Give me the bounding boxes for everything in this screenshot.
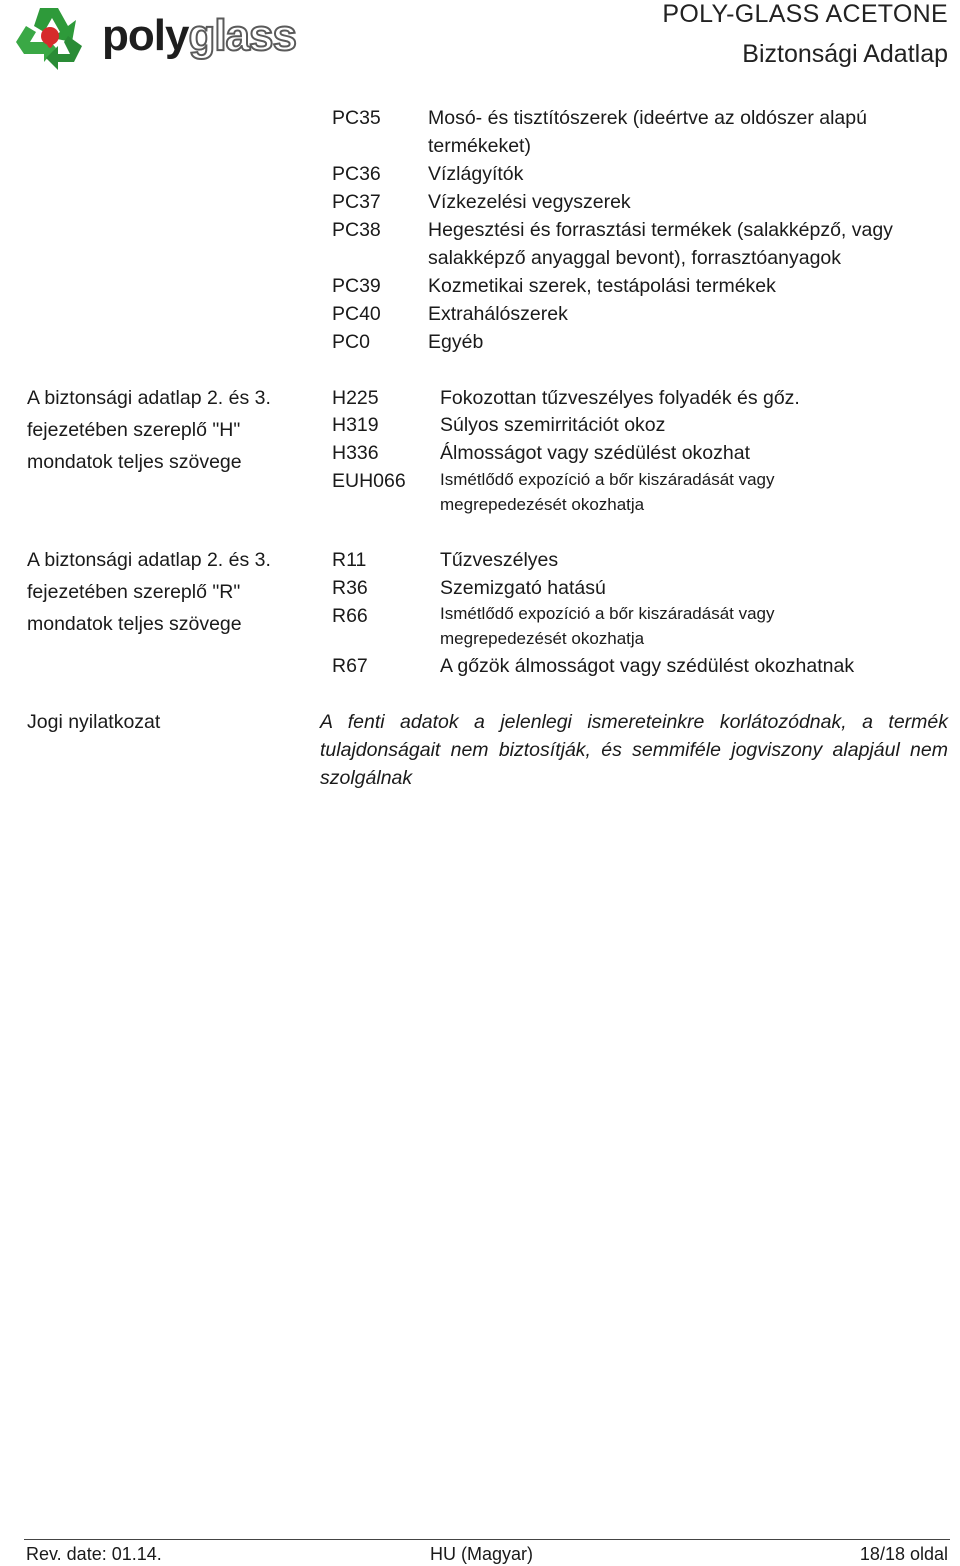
h-code: H336	[332, 442, 379, 464]
pc-text: Vízlágyítók	[428, 163, 524, 185]
pc-text: Kozmetikai szerek, testápolási termékek	[428, 275, 776, 297]
pc-code: PC38	[332, 219, 381, 241]
pc-code: PC37	[332, 191, 381, 213]
h-phrases-label: A biztonsági adatlap 2. és 3. fejezetében szereplő "H" mondatok teljes szövege	[27, 387, 271, 473]
logo-wordmark: polyglass	[102, 11, 296, 60]
r-code: R36	[332, 577, 368, 599]
h-code: H225	[332, 387, 379, 409]
page-number: 18/18 oldal	[859, 1544, 948, 1564]
h-code: H319	[332, 414, 379, 436]
pc-text: Hegesztési és forrasztási termékek (salakképző, vagy salakképző anyaggal bevont), forrasztóanyagok	[428, 219, 893, 269]
product-name: POLY-GLASS ACETONE	[662, 0, 948, 28]
h-code: EUH066	[332, 470, 406, 492]
page-header	[0, 0, 960, 80]
r-code: R67	[332, 655, 368, 677]
h-text: Álmosságot vagy szédülést okozhat	[440, 442, 751, 464]
r-text: Tűzveszélyes	[440, 549, 559, 571]
r-phrases-label: A biztonsági adatlap 2. és 3. fejezetében szereplő "R" mondatok teljes szövege	[27, 549, 271, 635]
pc-text: Egyéb	[428, 331, 484, 353]
pc-code: PC0	[332, 331, 370, 353]
revision-date: Rev. date: 01.14.	[26, 1544, 162, 1564]
pc-text: Vízkezelési vegyszerek	[428, 191, 631, 213]
legal-label: Jogi nyilatkozat	[27, 711, 161, 733]
r-text: Ismétlődő expozíció a bőr kiszáradását vagy megrepedezését okozhatja	[440, 604, 775, 648]
document-type: Biztonsági Adatlap	[742, 40, 948, 68]
pc-code: PC35	[332, 107, 381, 129]
legal-text: A fenti adatok a jelenlegi ismereteinkre korlátozódnak, a termék tulajdonságait nem biztosítják, és semmiféle jogviszony alapjául nem szolgálnak	[320, 711, 948, 789]
h-text: Fokozottan tűzveszélyes folyadék és gőz.	[440, 387, 800, 409]
h-text: Súlyos szemirritációt okoz	[440, 414, 666, 436]
h-text: Ismétlődő expozíció a bőr kiszáradását vagy megrepedezését okozhatja	[440, 470, 775, 514]
pc-text: Mosó- és tisztítószerek (ideértve az oldószer alapú termékeket)	[428, 107, 867, 157]
r-code: R11	[332, 549, 367, 571]
pc-code: PC40	[332, 303, 381, 325]
r-code: R66	[332, 605, 368, 627]
document-title	[662, 0, 948, 68]
polyglass-logo	[10, 2, 300, 74]
pc-code: PC39	[332, 275, 381, 297]
footer-divider	[24, 1539, 950, 1540]
pc-code: PC36	[332, 163, 381, 185]
r-text: A gőzök álmosságot vagy szédülést okozhatnak	[440, 655, 855, 677]
recycle-icon	[10, 2, 90, 74]
r-text: Szemizgató hatású	[440, 577, 606, 599]
language-label: HU (Magyar)	[430, 1544, 534, 1564]
pc-text: Extrahálószerek	[428, 303, 568, 325]
